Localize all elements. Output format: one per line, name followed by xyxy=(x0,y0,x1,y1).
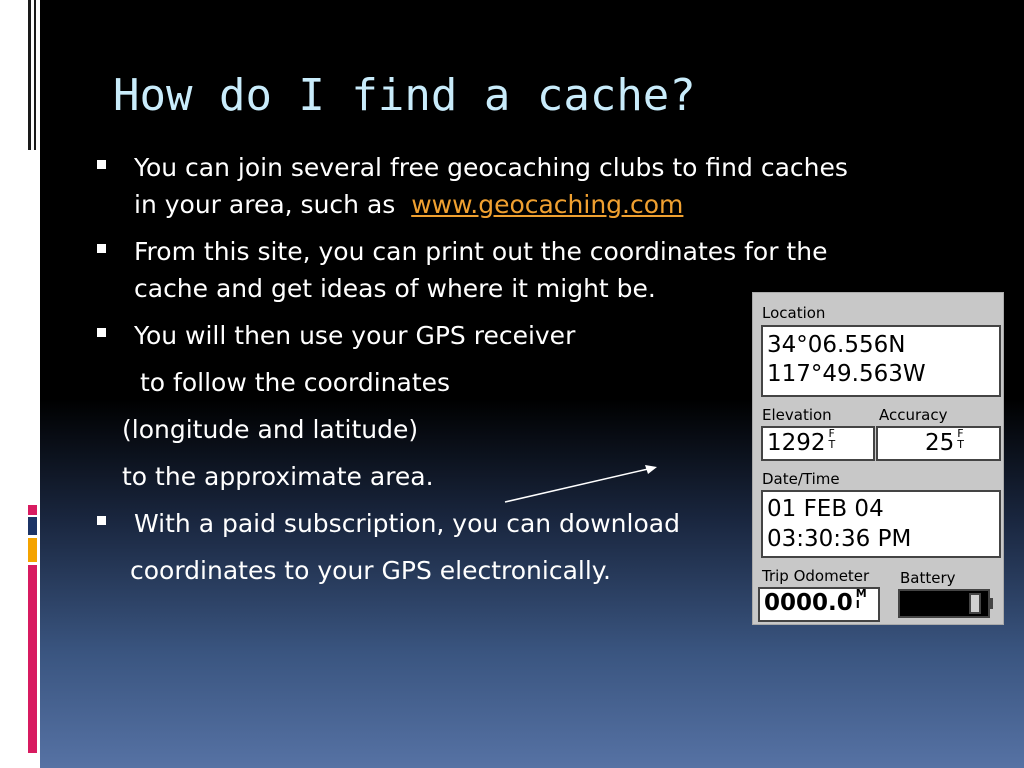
geocaching-link[interactable]: www.geocaching.com xyxy=(411,190,684,219)
longitude-value: 117°49.563W xyxy=(767,361,926,387)
bullet-text: You can join several free geocaching clubs to find caches xyxy=(134,153,848,182)
bullet-text: cache and get ideas of where it might be. xyxy=(134,274,656,303)
bullet-text: (longitude and latitude) xyxy=(122,415,419,444)
accuracy-unit: F T xyxy=(957,427,965,451)
elevation-unit: F T xyxy=(828,427,836,451)
location-label: Location xyxy=(762,304,826,322)
battery-label: Battery xyxy=(900,569,956,587)
elevation-value xyxy=(767,428,837,458)
bullet-text: coordinates to your GPS electronically. xyxy=(130,556,611,585)
time-value: 03:30:36 PM xyxy=(767,526,912,552)
odometer-unit: M I xyxy=(855,587,867,611)
bullet-text: You will then use your GPS receiver xyxy=(134,321,576,350)
date-value: 01 FEB 04 xyxy=(767,496,884,522)
gps-screen-image xyxy=(752,292,1004,625)
battery-terminal xyxy=(989,598,993,609)
slide-title: How do I find a cache? xyxy=(113,70,696,121)
bullet-text: With a paid subscription, you can download xyxy=(134,509,680,538)
bullet-text: From this site, you can print out the coordinates for the xyxy=(134,237,828,266)
odometer-label: Trip Odometer xyxy=(762,567,870,585)
accuracy-number: 25 xyxy=(925,430,955,456)
battery-level-cap xyxy=(969,593,981,614)
bullet-text: to follow the coordinates xyxy=(140,368,451,397)
latitude-value: 34°06.556N xyxy=(767,332,906,358)
accuracy-value xyxy=(925,428,965,458)
bullet-text: to the approximate area. xyxy=(122,462,434,491)
datetime-label: Date/Time xyxy=(762,470,840,488)
elevation-number: 1292 xyxy=(767,430,826,456)
elevation-label: Elevation xyxy=(762,406,832,424)
odometer-number: 0000.0 xyxy=(764,590,853,616)
bullet-text-prefix: in your area, such as xyxy=(134,190,396,219)
accuracy-label: Accuracy xyxy=(879,406,948,424)
odometer-value xyxy=(764,588,865,618)
